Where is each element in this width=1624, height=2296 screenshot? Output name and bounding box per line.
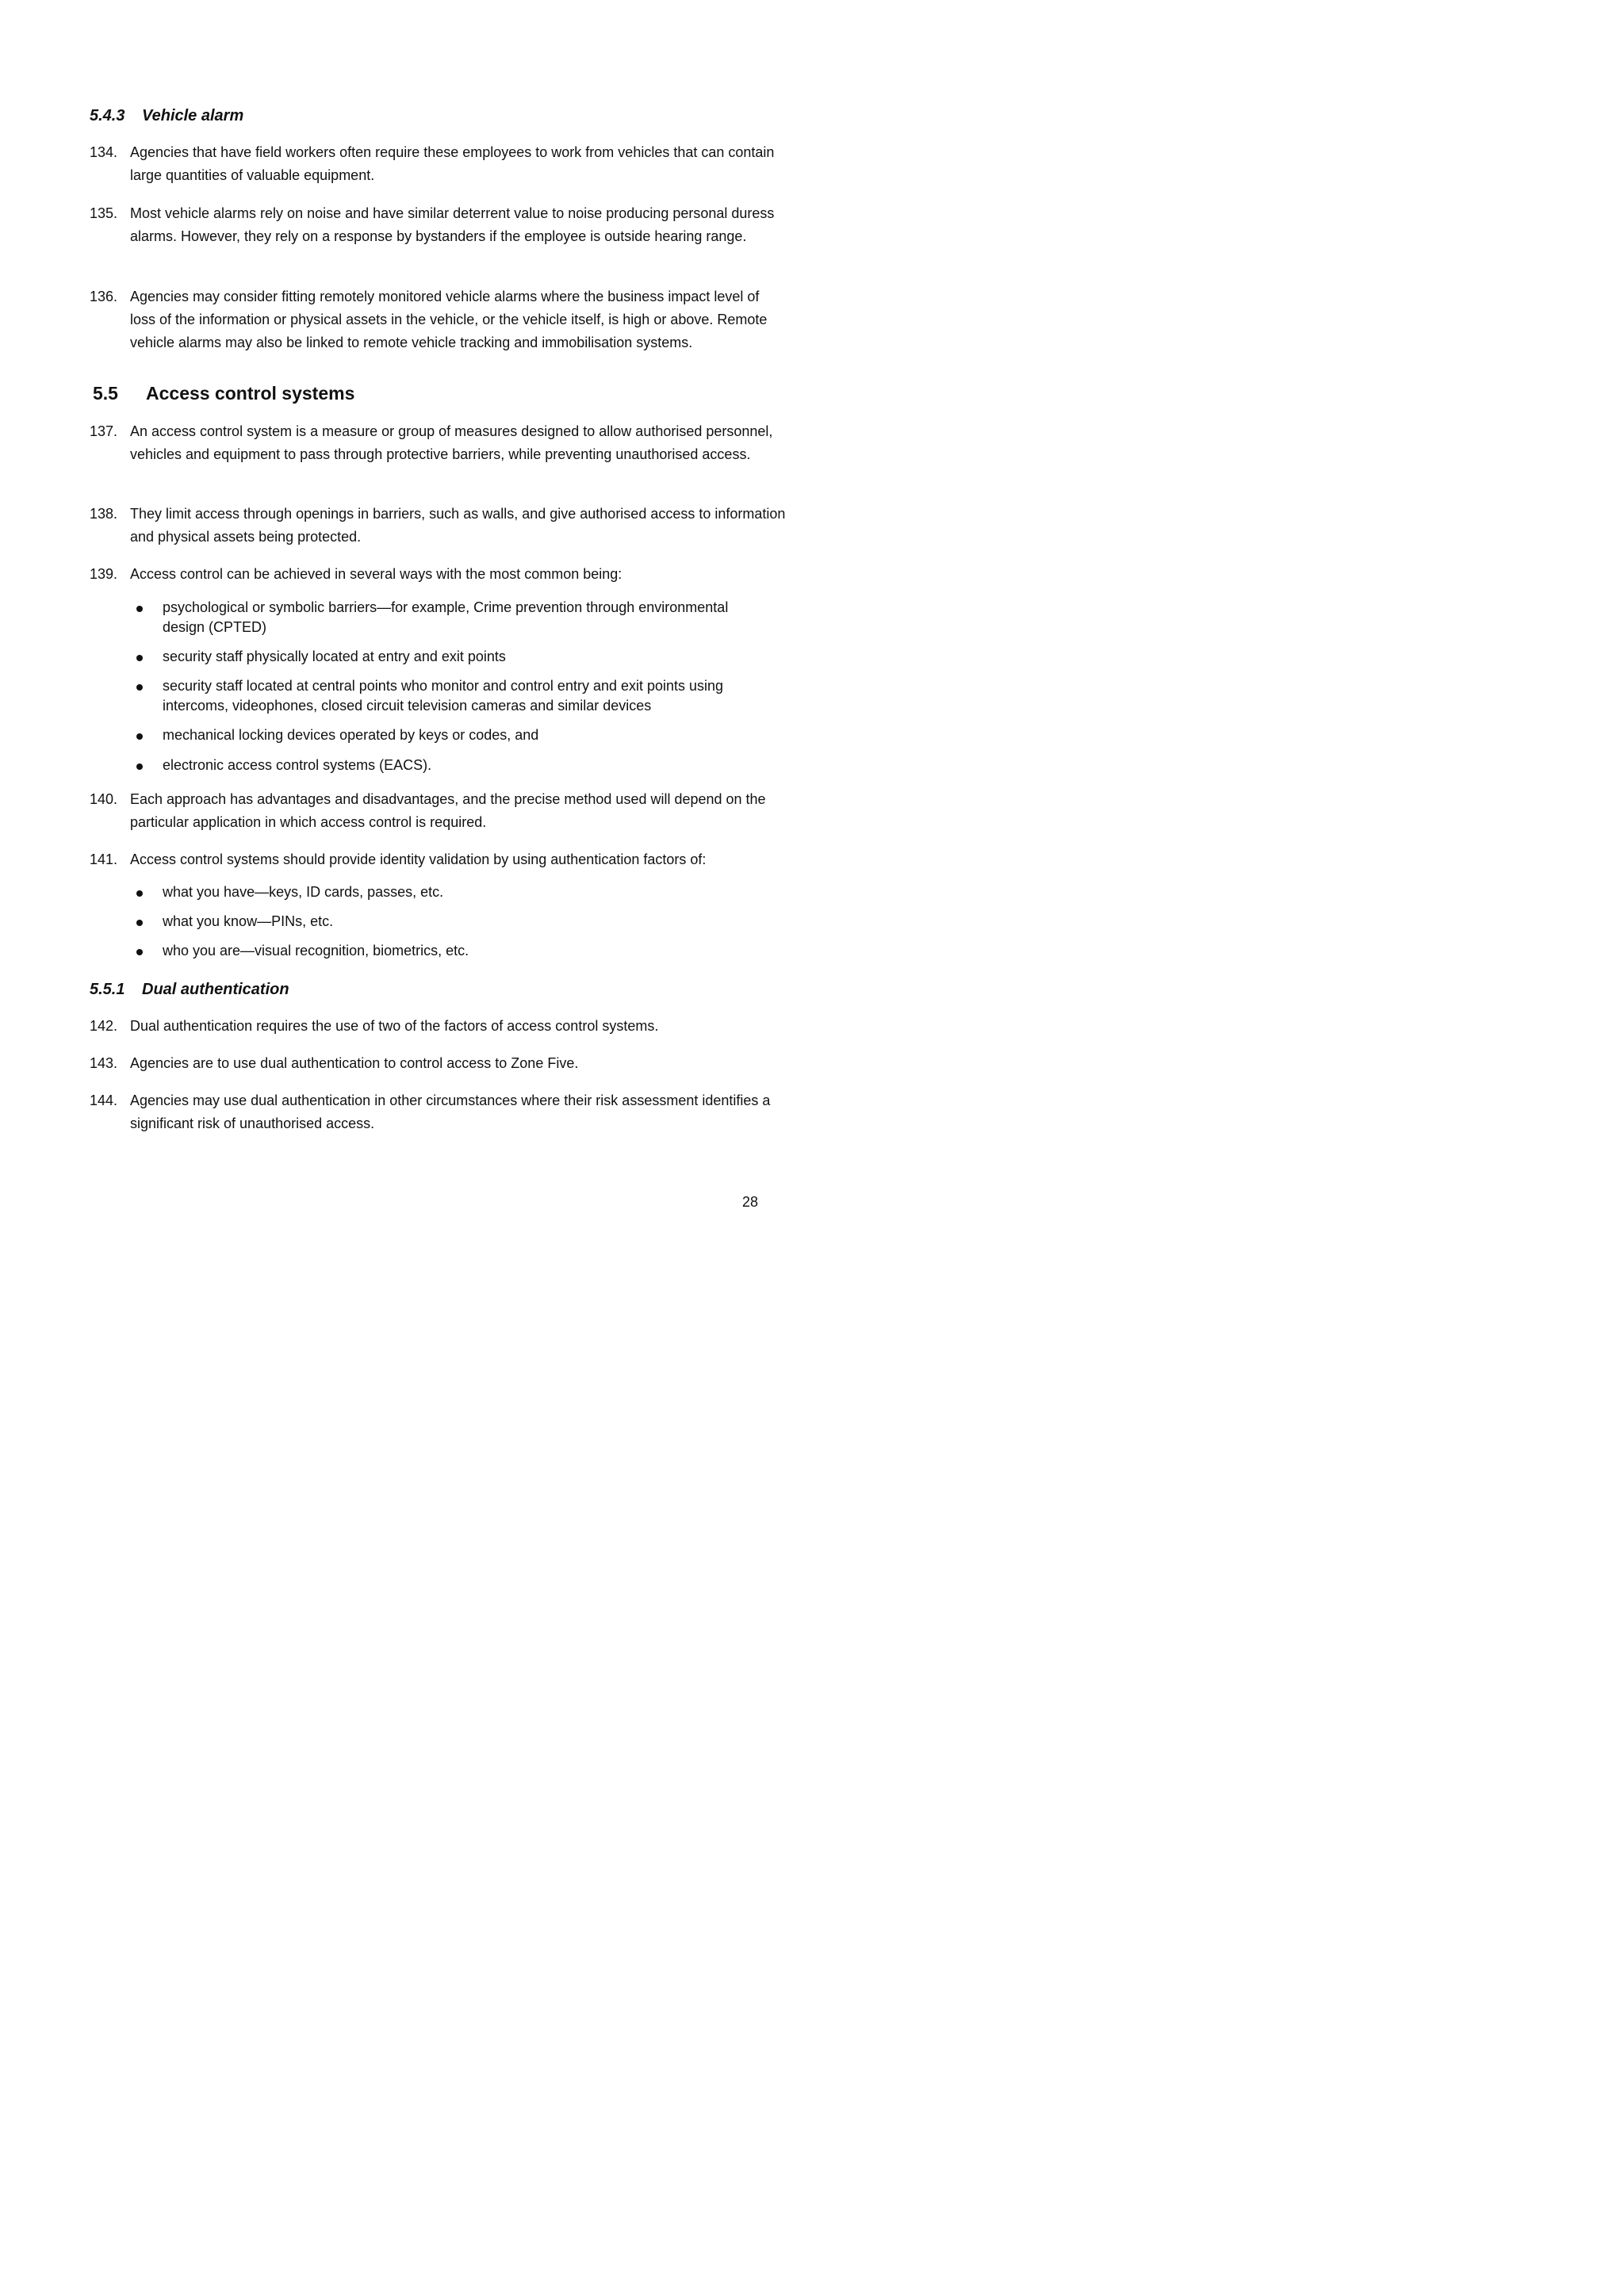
paragraph-text: Agencies that have field workers often require these employees to work from vehicles that can contain large quantities of valuable equipment. <box>130 144 775 183</box>
heading-title: Vehicle alarm <box>142 107 244 124</box>
bullet-icon <box>136 606 143 612</box>
paragraph-138 <box>90 503 787 549</box>
heading-title: Dual authentication <box>142 981 289 998</box>
list-item <box>136 941 771 961</box>
paragraph-142 <box>90 1015 787 1038</box>
paragraph-number: 142. <box>90 1018 118 1034</box>
paragraph-137 <box>90 420 787 466</box>
paragraph-text: Agencies are to use dual authentication to control access to Zone Five. <box>130 1055 579 1071</box>
list-item-text: security staff physically located at entry and exit points <box>163 649 506 664</box>
heading-title: Access control systems <box>146 383 355 404</box>
paragraph-136 <box>90 285 787 354</box>
paragraph-134 <box>90 141 787 187</box>
paragraph-text: Agencies may consider fitting remotely monitored vehicle alarms where the business impact level of loss of the information or physical assets in the vehicle, or the vehicle itself, is high or above. Remote vehicle alarms may also be linked to remote vehicle tracking and immobilisation systems. <box>130 289 768 350</box>
page-number: 28 <box>742 1194 759 1210</box>
list-item <box>136 647 771 667</box>
paragraph-number: 138. <box>90 506 118 522</box>
paragraph-141 <box>90 848 787 871</box>
paragraph-number: 135. <box>90 205 118 221</box>
paragraph-number: 134. <box>90 144 118 160</box>
paragraph-text: Agencies may use dual authentication in other circumstances where their risk assessment identifies a significant risk of unauthorised access. <box>130 1093 771 1131</box>
bullet-icon <box>136 890 143 897</box>
list-item-text: psychological or symbolic barriers—for example, Crime prevention through environmental design (CPTED) <box>163 599 729 635</box>
list-item <box>136 912 771 932</box>
paragraph-number: 143. <box>90 1055 118 1071</box>
paragraph-text: Dual authentication requires the use of two of the factors of access control systems. <box>130 1018 659 1034</box>
list-item-text: what you have—keys, ID cards, passes, etc. <box>163 884 444 900</box>
heading-number: 5.4.3 <box>90 107 125 124</box>
bullet-icon <box>136 655 143 661</box>
paragraph-number: 136. <box>90 289 118 304</box>
list-item-text: electronic access control systems (EACS). <box>163 757 432 773</box>
paragraph-number: 141. <box>90 851 118 867</box>
paragraph-140 <box>90 788 787 834</box>
bullet-icon <box>136 733 143 740</box>
list-item <box>136 756 771 775</box>
list-item-text: mechanical locking devices operated by keys or codes, and <box>163 727 539 743</box>
paragraph-text: Access control systems should provide identity validation by using authentication factors of: <box>130 851 707 867</box>
paragraph-135 <box>90 202 787 248</box>
paragraph-text: Access control can be achieved in several ways with the most common being: <box>130 566 622 582</box>
paragraph-number: 137. <box>90 423 118 439</box>
list-item <box>136 725 771 745</box>
paragraph-text: Most vehicle alarms rely on noise and have similar deterrent value to noise producing personal duress alarms. However, they rely on a response by bystanders if the employee is outside hearing range. <box>130 205 775 244</box>
heading-5-5-1 <box>90 981 289 999</box>
bullet-icon <box>136 763 143 770</box>
bullet-icon <box>136 684 143 691</box>
paragraph-number: 139. <box>90 566 118 582</box>
paragraph-144 <box>90 1089 787 1135</box>
list-item <box>136 598 771 637</box>
paragraph-text: An access control system is a measure or group of measures designed to allow authorised personnel, vehicles and equipment to pass through protective barriers, while preventing unauthorised access. <box>130 423 773 462</box>
paragraph-143 <box>90 1052 787 1075</box>
bullet-icon <box>136 949 143 955</box>
heading-5-4-3 <box>90 107 243 125</box>
heading-number: 5.5 <box>93 383 118 404</box>
paragraph-text: They limit access through openings in barriers, such as walls, and give authorised access to information and physical assets being protected. <box>130 506 786 545</box>
heading-5-5 <box>93 383 354 404</box>
list-item <box>136 676 771 716</box>
list-item-text: what you know—PINs, etc. <box>163 913 334 929</box>
list-item-text: who you are—visual recognition, biometrics, etc. <box>163 943 469 959</box>
paragraph-text: Each approach has advantages and disadvantages, and the precise method used will depend on the particular application in which access control is required. <box>130 791 766 830</box>
list-item <box>136 882 771 902</box>
paragraph-139 <box>90 563 787 586</box>
list-item-text: security staff located at central points who monitor and control entry and exit points using intercoms, videophones, closed circuit television cameras and similar devices <box>163 678 724 714</box>
bullet-icon <box>136 920 143 926</box>
heading-number: 5.5.1 <box>90 981 125 998</box>
paragraph-number: 140. <box>90 791 118 807</box>
paragraph-number: 144. <box>90 1093 118 1108</box>
